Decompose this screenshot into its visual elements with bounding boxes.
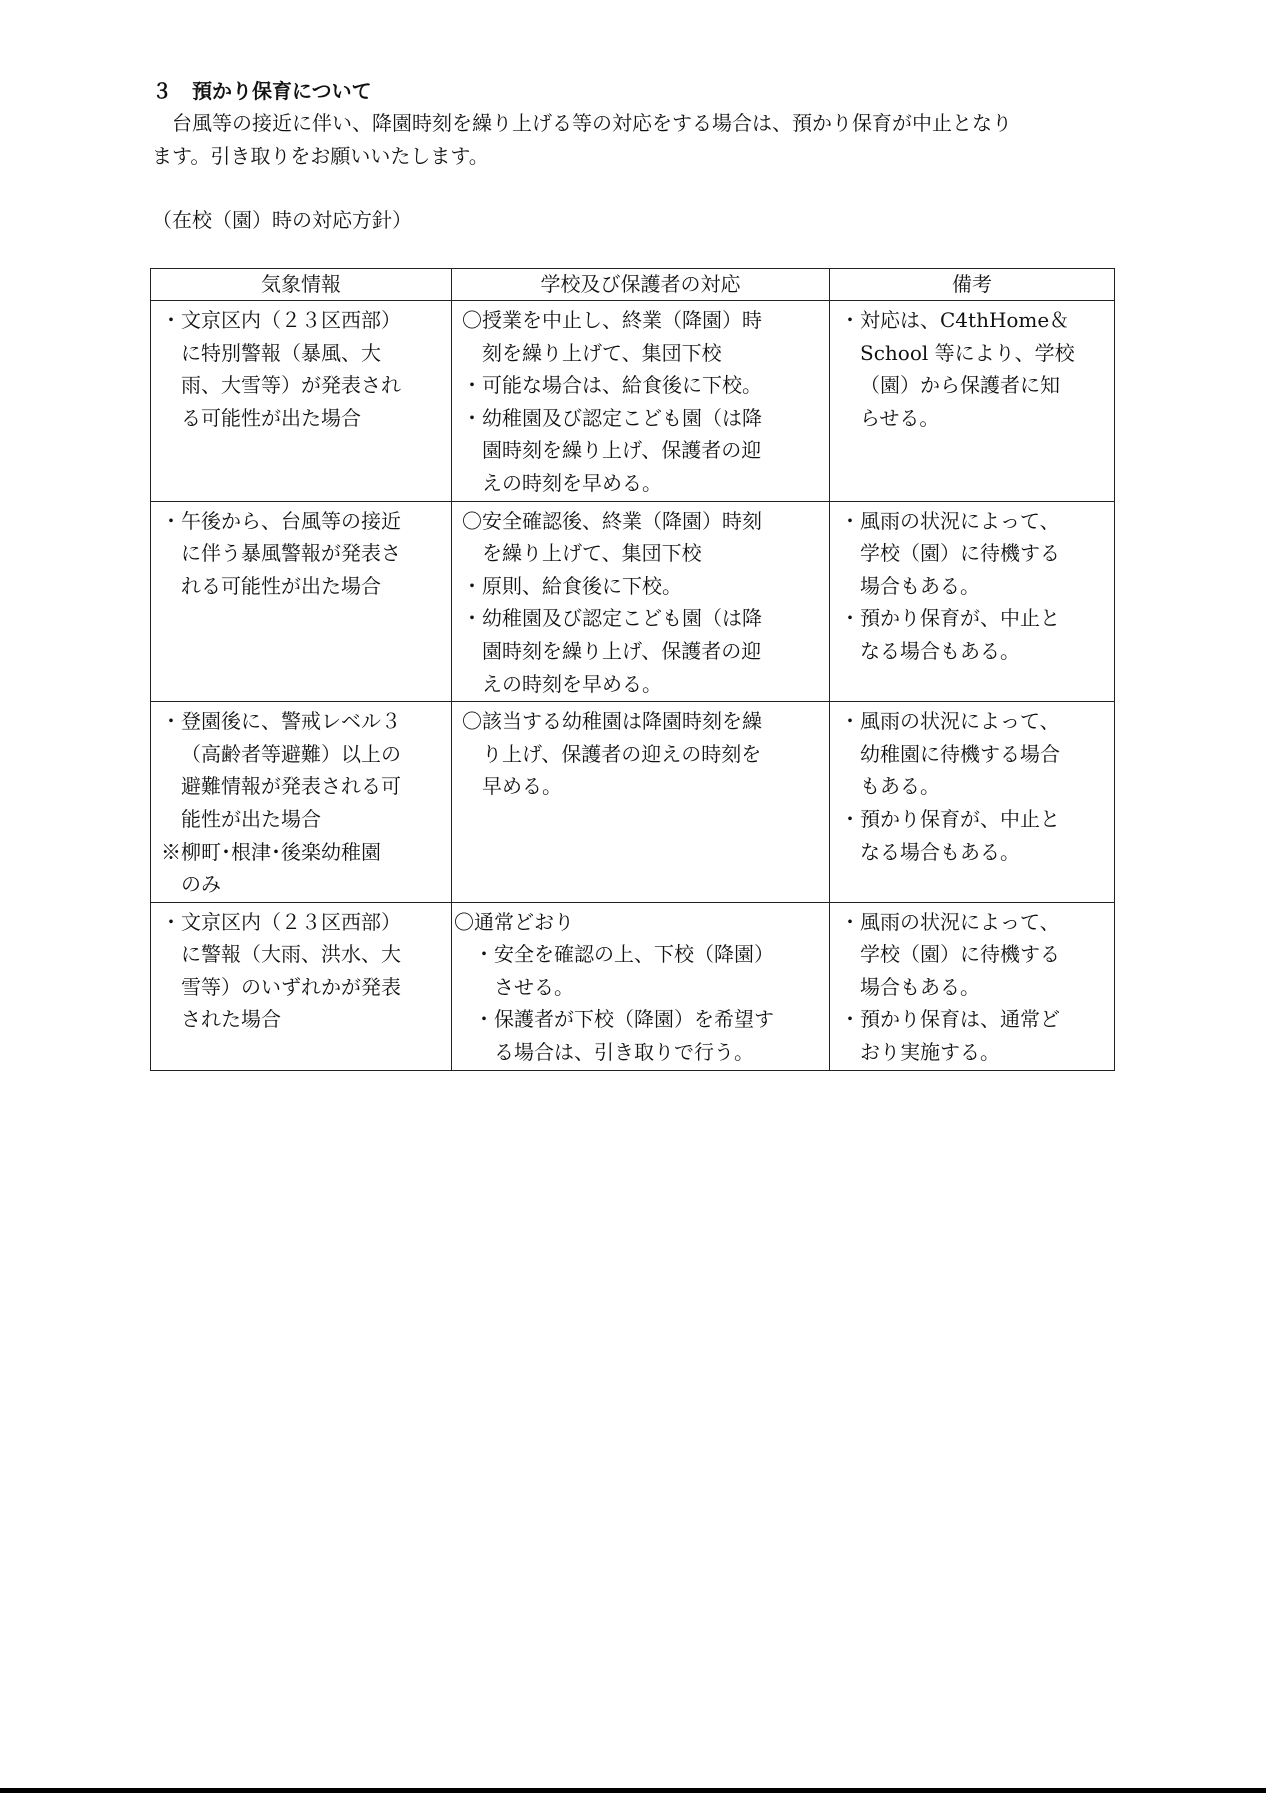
intro-paragraph — [152, 107, 1122, 173]
cell-line: 幼稚園に待機する場合 — [860, 741, 1060, 766]
cell-line: ・安全を確認の上、下校（降園） — [474, 942, 774, 967]
cell-line: を繰り上げて、集団下校 — [482, 541, 702, 566]
cell-line: ・幼稚園及び認定こども園（は降 — [462, 606, 762, 631]
weather-cell — [151, 301, 452, 502]
cell-line: 学校（園）に待機する — [860, 541, 1060, 566]
table-row — [151, 902, 1115, 1070]
cell-line: のみ — [181, 872, 221, 897]
cell-line: り上げ、保護者の迎えの時刻を — [482, 741, 762, 766]
cell-line: 〇通常どおり — [454, 909, 574, 934]
cell-line: に伴う暴風警報が発表さ — [181, 541, 401, 566]
section-title: 預かり保育について — [192, 79, 372, 103]
cell-line: おり実施する。 — [860, 1040, 1000, 1065]
cell-line: らせる。 — [860, 405, 940, 430]
cell-line: もある。 — [860, 774, 940, 799]
notes-cell — [830, 301, 1115, 502]
cell-line: 〇授業を中止し、終業（降園）時 — [462, 308, 762, 332]
response-cell — [452, 301, 830, 502]
cell-line: School 等により、学校 — [860, 340, 1075, 365]
cell-line: 場合もある。 — [860, 974, 980, 999]
cell-line: 雨、大雪等）が発表され — [181, 373, 401, 398]
notes-cell — [830, 702, 1115, 903]
cell-line: ・保護者が下校（降園）を希望す — [474, 1007, 774, 1032]
cell-line: 早める。 — [482, 774, 562, 799]
cell-line: 避難情報が発表される可 — [181, 774, 401, 799]
page-bottom-rule — [0, 1788, 1266, 1793]
cell-line: 刻を繰り上げて、集団下校 — [482, 340, 722, 365]
intro-line: ます。引き取りをお願いいたします。 — [152, 144, 489, 168]
cell-line: 園時刻を繰り上げ、保護者の迎 — [482, 438, 762, 463]
response-cell — [452, 702, 830, 903]
cell-line: ・預かり保育が、中止と — [840, 806, 1060, 831]
cell-line: 〇該当する幼稚園は降園時刻を繰 — [462, 709, 762, 734]
cell-line: 能性が出た場合 — [181, 806, 321, 831]
cell-line: ・対応は、C4thHome＆ — [840, 308, 1070, 332]
cell-line: ・風雨の状況によって、 — [840, 709, 1060, 734]
cell-line: 学校（園）に待機する — [860, 942, 1060, 967]
cell-line: に警報（大雨、洪水、大 — [181, 942, 401, 967]
cell-line: ・原則、給食後に下校。 — [462, 573, 682, 598]
section-heading — [152, 76, 372, 106]
cell-line: させる。 — [494, 974, 574, 999]
cell-line: れる可能性が出た場合 — [181, 573, 381, 598]
intro-line: 台風等の接近に伴い、降園時刻を繰り上げる等の対応をする場合は、預かり保育が中止となり — [172, 111, 1012, 135]
section-number: ３ — [152, 79, 172, 103]
header-weather: 気象情報 — [151, 269, 452, 301]
response-cell — [452, 902, 830, 1070]
table-header-row — [151, 269, 1115, 301]
cell-line: ・預かり保育は、通常ど — [840, 1007, 1060, 1032]
cell-line: えの時刻を早める。 — [482, 671, 662, 696]
notes-cell — [830, 902, 1115, 1070]
cell-line: ・風雨の状況によって、 — [840, 909, 1060, 934]
table-row — [151, 301, 1115, 502]
cell-line: 園時刻を繰り上げ、保護者の迎 — [482, 638, 762, 663]
notes-cell — [830, 501, 1115, 702]
header-response: 学校及び保護者の対応 — [452, 269, 830, 301]
cell-line: （園）から保護者に知 — [860, 373, 1060, 398]
cell-line: 場合もある。 — [860, 573, 980, 598]
weather-cell — [151, 902, 452, 1070]
cell-line: る可能性が出た場合 — [181, 405, 361, 430]
table-row — [151, 501, 1115, 702]
cell-line: ・午後から、台風等の接近 — [161, 508, 401, 533]
cell-line: ・文京区内（２３区西部） — [161, 909, 401, 934]
cell-line: ・幼稚園及び認定こども園（は降 — [462, 405, 762, 430]
cell-line: る場合は、引き取りで行う。 — [494, 1040, 754, 1065]
cell-line: 〇安全確認後、終業（降園）時刻 — [462, 508, 762, 533]
cell-line: された場合 — [181, 1007, 281, 1032]
cell-line: えの時刻を早める。 — [482, 470, 662, 495]
response-cell — [452, 501, 830, 702]
cell-line: ・可能な場合は、給食後に下校。 — [462, 373, 762, 398]
cell-line: に特別警報（暴風、大 — [181, 340, 381, 365]
cell-line: なる場合もある。 — [860, 638, 1020, 663]
policy-caption: （在校（園）時の対応方針） — [152, 208, 412, 232]
cell-line: ※柳町･根津･後楽幼稚園 — [161, 839, 381, 864]
table-row — [151, 702, 1115, 903]
cell-line: 雪等）のいずれかが発表 — [181, 974, 401, 999]
cell-line: ・預かり保育が、中止と — [840, 606, 1060, 631]
cell-line: ・文京区内（２３区西部） — [161, 308, 401, 332]
response-policy-table — [150, 268, 1115, 1071]
cell-line: ・登園後に、警戒レベル３ — [161, 709, 401, 734]
cell-line: なる場合もある。 — [860, 839, 1020, 864]
cell-line: （高齢者等避難）以上の — [181, 741, 401, 766]
weather-cell — [151, 702, 452, 903]
cell-line: ・風雨の状況によって、 — [840, 508, 1060, 533]
weather-cell — [151, 501, 452, 702]
header-notes: 備考 — [830, 269, 1115, 301]
